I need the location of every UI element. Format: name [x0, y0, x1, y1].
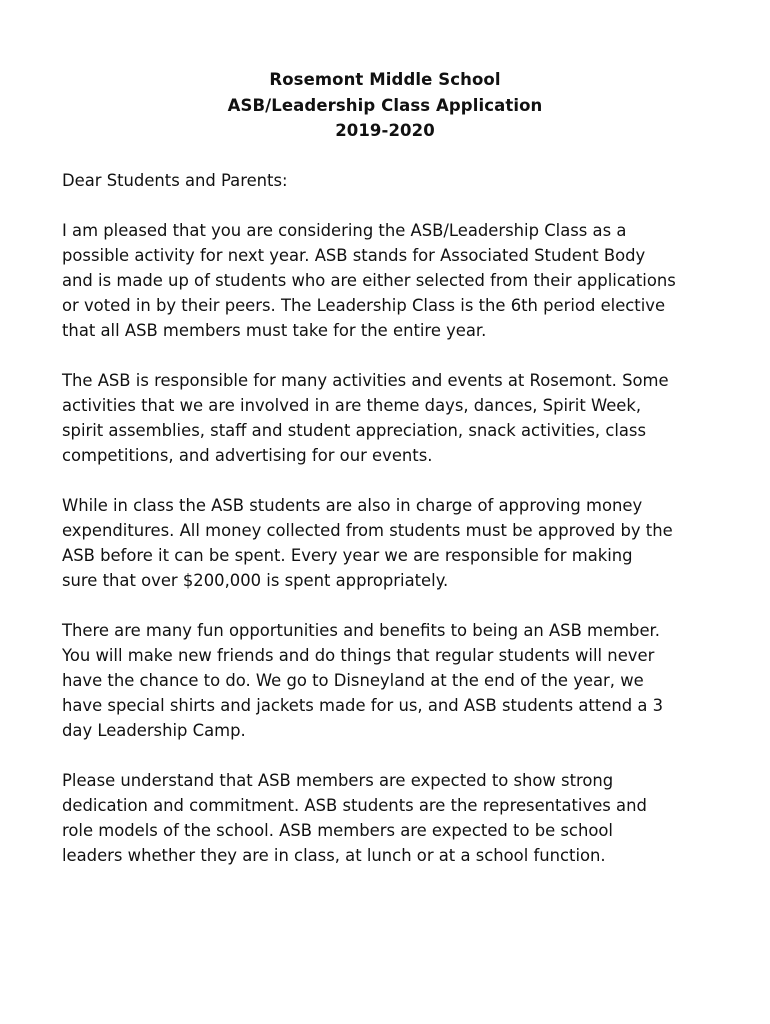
text-line: role models of the school. ASB members are expected to be school [62, 821, 613, 840]
text-line: dedication and commitment. ASB students are the representatives and [62, 796, 647, 815]
text-line: The ASB is responsible for many activities and events at Rosemont. Some [62, 371, 669, 390]
text-line: ASB before it can be spent. Every year we are responsible for making [62, 546, 633, 565]
paragraph-activities [62, 368, 702, 468]
text-line: I am pleased that you are considering the ASB/Leadership Class as a [62, 221, 627, 240]
text-line: You will make new friends and do things that regular students will never [62, 646, 655, 665]
school-name: Rosemont Middle School [269, 70, 501, 89]
paragraph-finances [62, 493, 702, 593]
letter-body [62, 168, 702, 893]
text-line: While in class the ASB students are also in charge of approving money [62, 496, 643, 515]
text-line: have the chance to do. We go to Disneyland at the end of the year, we [62, 671, 644, 690]
text-line: day Leadership Camp. [62, 721, 246, 740]
text-line: There are many fun opportunities and benefits to being an ASB member. [62, 621, 660, 640]
text-line: sure that over $200,000 is spent appropriately. [62, 571, 449, 590]
text-line: spirit assemblies, staff and student appreciation, snack activities, class [62, 421, 647, 440]
paragraph-benefits [62, 618, 702, 743]
text-line: or voted in by their peers. The Leadership Class is the 6th period elective [62, 296, 666, 315]
text-line: competitions, and advertising for our events. [62, 446, 433, 465]
document-header [0, 67, 770, 144]
document-title: ASB/Leadership Class Application [227, 95, 543, 115]
text-line: that all ASB members must take for the entire year. [62, 321, 487, 340]
school-year: 2019-2020 [335, 121, 435, 140]
text-line: leaders whether they are in class, at lunch or at a school function. [62, 846, 606, 865]
text-line: have special shirts and jackets made for us, and ASB students attend a 3 [62, 696, 664, 715]
text-line: Please understand that ASB members are expected to show strong [62, 771, 614, 790]
text-line: possible activity for next year. ASB stands for Associated Student Body [62, 246, 646, 265]
text-line: activities that we are involved in are theme days, dances, Spirit Week, [62, 396, 642, 415]
paragraph-intro [62, 218, 702, 343]
paragraph-expectations [62, 768, 702, 868]
text-line: expenditures. All money collected from students must be approved by the [62, 521, 673, 540]
text-line: and is made up of students who are either selected from their applications [62, 271, 676, 290]
salutation: Dear Students and Parents: [62, 171, 288, 190]
